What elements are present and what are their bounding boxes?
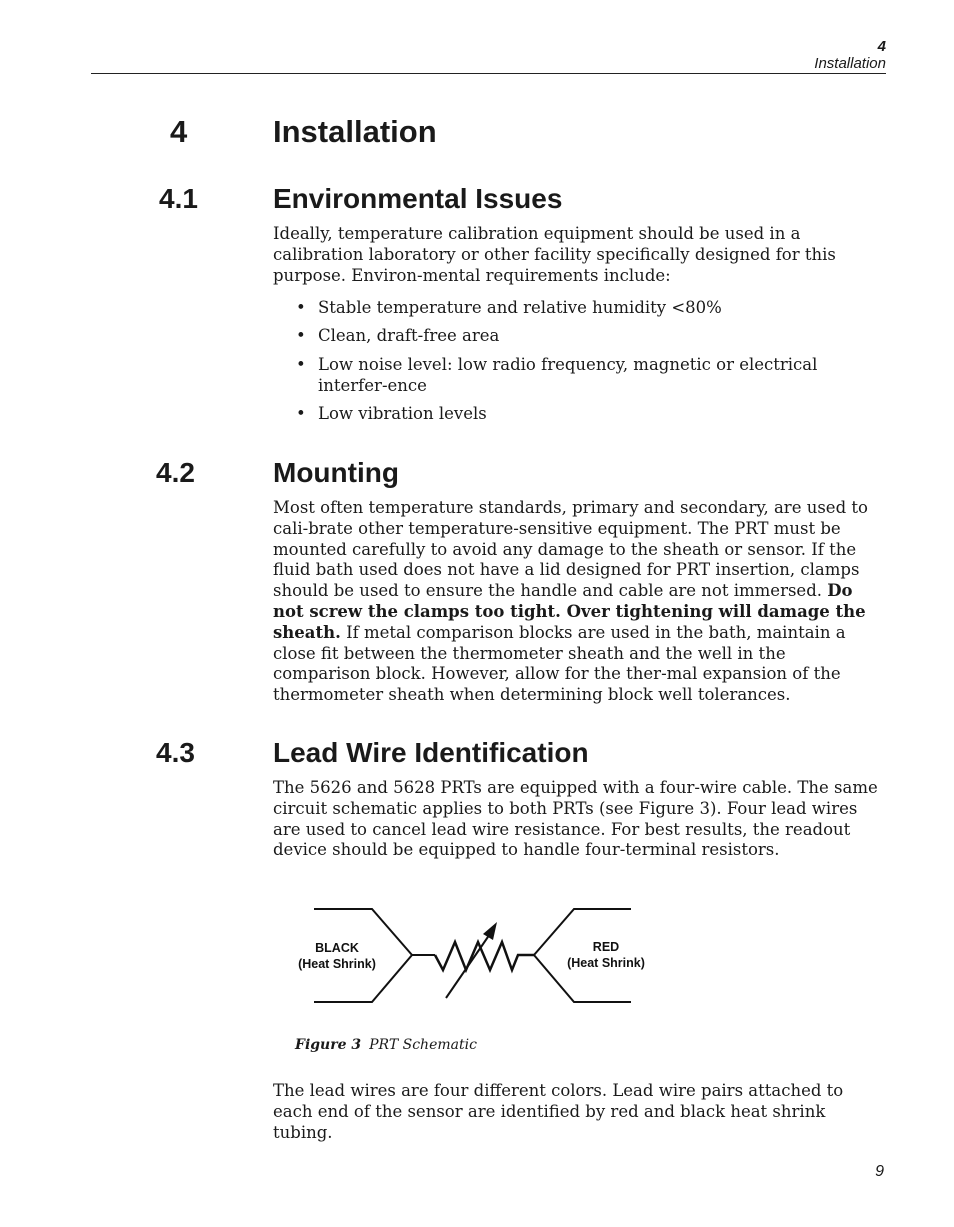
list-item: • Low noise level: low radio frequency, magnetic or electrical interfer-ence	[296, 354, 818, 395]
section-4-2-number: 4.2	[156, 457, 195, 488]
figure-caption	[295, 1037, 477, 1053]
variable-arrow-line	[446, 931, 492, 998]
page-number: 9	[875, 1163, 884, 1180]
section-4-2-paragraph: Most often temperature standards, primary and secondary, are used to cali-brate other temperature-sensitive equipment. The PRT must be mounted carefully to avoid any damage to the sheath or sensor. If the fluid bath used does not have a lid designed for PRT insertion, clamps should be used to ensure the handle and cable are not immersed. Do not screw the clamps too tight. Over tightening will damage the sheath. If metal comparison blocks are used in the bath, maintain a close fit between the thermometer sheath and the well in the comparison block. However, allow for the ther-mal expansion of the thermometer sheath when determining block well tolerances.	[273, 498, 868, 705]
bullet-icon: •	[296, 326, 306, 346]
black-lead-label: BLACK (Heat Shrink)	[298, 941, 376, 971]
section-4-3-title: Lead Wire Identification	[273, 737, 589, 768]
section-4-1-title: Environmental Issues	[273, 183, 563, 214]
list-item: • Low vibration levels	[296, 403, 487, 423]
list-item: • Clean, draft-free area	[296, 326, 500, 346]
bullet-icon: •	[296, 403, 306, 423]
warning-text: Do not screw the clamps too tight. Over tightening will damage the sheath.	[273, 581, 866, 642]
lead-wire-paragraph: The lead wires are four different colors. Lead wire pairs attached to each end of the sensor are identified by red and black heat shrink tubing.	[273, 1081, 844, 1142]
section-4-3-paragraph: The 5626 and 5628 PRTs are equipped with a four-wire cable. The same circuit schematic applies to both PRTs (see Figure 3). Four lead wires are used to cancel lead wire resistance. For best results, the readout device should be equipped to handle four-terminal resistors.	[273, 778, 878, 860]
section-4-1-paragraph: Ideally, temperature calibration equipment should be used in a calibration laboratory or other facility specifically designed for this purpose. Environ-mental requirements include:	[273, 224, 836, 285]
section-4-3-number: 4.3	[156, 737, 195, 768]
figure-title: PRT Schematic	[369, 1037, 477, 1053]
red-lead-label: RED (Heat Shrink)	[567, 940, 645, 970]
chapter-title: Installation	[273, 114, 437, 149]
section-4-2-title: Mounting	[273, 457, 399, 488]
section-4-1-number: 4.1	[159, 183, 198, 214]
list-item: • Stable temperature and relative humidity <80%	[296, 298, 722, 317]
running-head-chapter-title: Installation	[814, 55, 886, 72]
bullet-icon: •	[296, 298, 306, 317]
figure-number: Figure 3	[295, 1037, 362, 1053]
variable-arrow-head	[483, 922, 497, 940]
resistor-icon	[435, 942, 534, 970]
chapter-number: 4	[170, 114, 188, 149]
bullet-icon: •	[296, 354, 306, 374]
running-head-chapter-num: 4	[877, 38, 886, 55]
